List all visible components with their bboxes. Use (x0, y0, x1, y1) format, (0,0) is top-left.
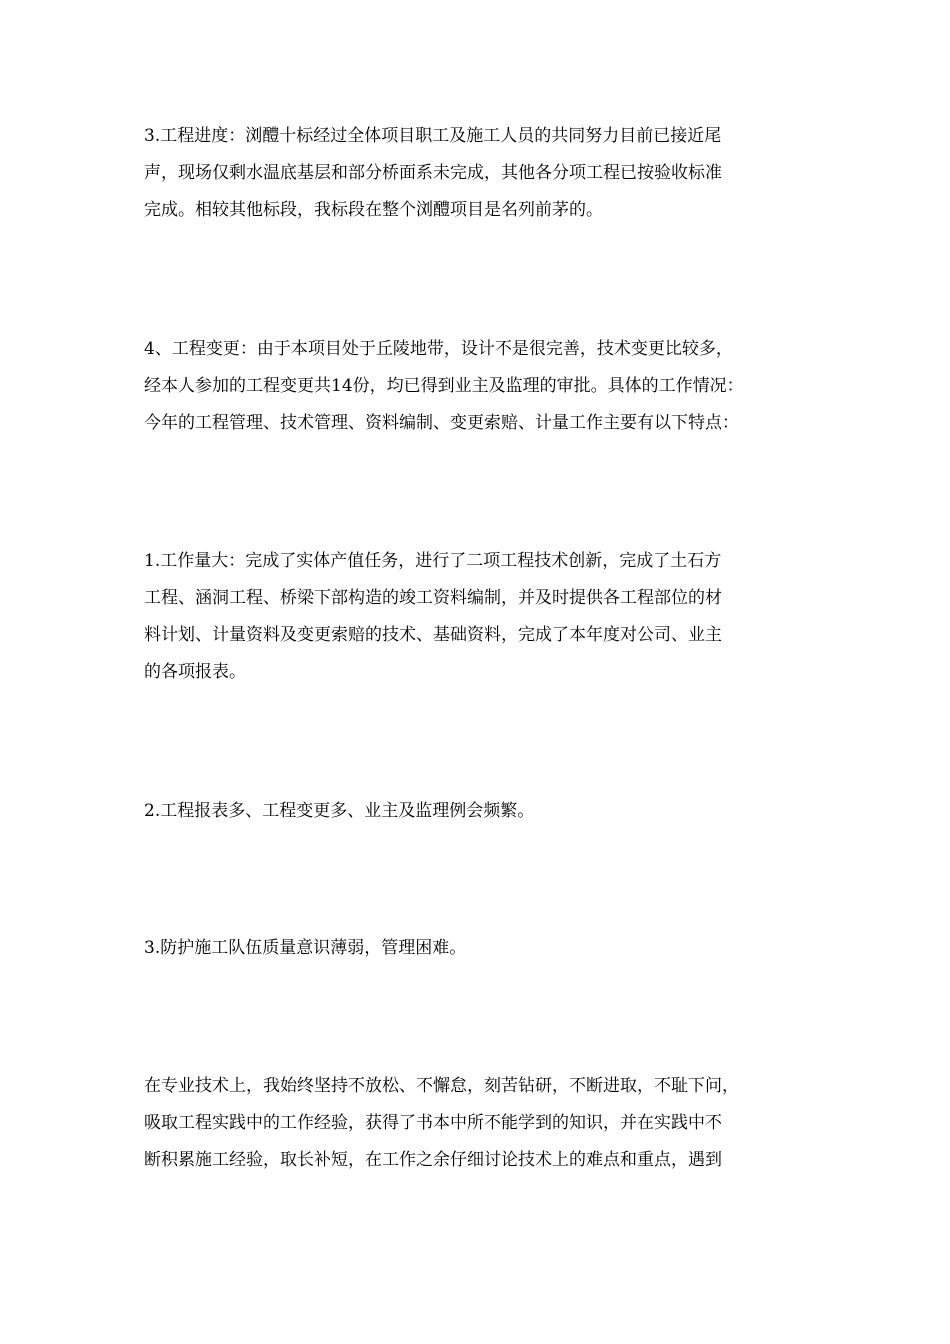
text-line: 断积累施工经验，取长补短，在工作之余仔细讨论技术上的难点和重点，遇到 (144, 1150, 722, 1170)
text-line: 料计划、计量资料及变更索赔的技术、基础资料，完成了本年度对公司、业主 (144, 625, 722, 645)
paragraph-technical (144, 1068, 814, 1179)
text-line: 吸取工程实践中的工作经验，获得了书本中所不能学到的知识，并在实践中不 (144, 1113, 722, 1133)
text-line: 3.防护施工队伍质量意识薄弱，管理困难。 (144, 938, 467, 958)
paragraph-workload (144, 543, 814, 691)
text-line: 1.工作量大：完成了实体产值任务，进行了二项工程技术创新，完成了土石方 (144, 551, 722, 571)
text-line: 经本人参加的工程变更共14份，均已得到业主及监理的审批。具体的工作情况： (144, 376, 744, 396)
text-line: 声，现场仅剩水温底基层和部分桥面系未完成，其他各分项工程已按验收标准 (144, 163, 722, 183)
text-line: 完成。相较其他标段，我标段在整个浏醴项目是名列前茅的。 (144, 200, 603, 220)
text-line: 3.工程进度：浏醴十标经过全体项目职工及施工人员的共同努力目前已接近尾 (144, 126, 722, 146)
text-line: 工程、涵洞工程、桥梁下部构造的竣工资料编制，并及时提供各工程部位的材 (144, 588, 722, 608)
text-line: 今年的工程管理、技术管理、资料编制、变更索赔、计量工作主要有以下特点： (144, 413, 739, 433)
paragraph-progress (144, 118, 814, 229)
text-line: 4、工程变更：由于本项目处于丘陵地带，设计不是很完善，技术变更比较多， (144, 339, 733, 359)
paragraph-reports (144, 793, 814, 830)
text-line: 2.工程报表多、工程变更多、业主及监理例会频繁。 (144, 801, 535, 821)
paragraph-protection (144, 930, 814, 967)
text-line: 在专业技术上，我始终坚持不放松、不懈怠，刻苦钻研，不断进取，不耻下问， (144, 1076, 739, 1096)
text-line: 的各项报表。 (144, 662, 246, 682)
paragraph-changes (144, 331, 814, 442)
